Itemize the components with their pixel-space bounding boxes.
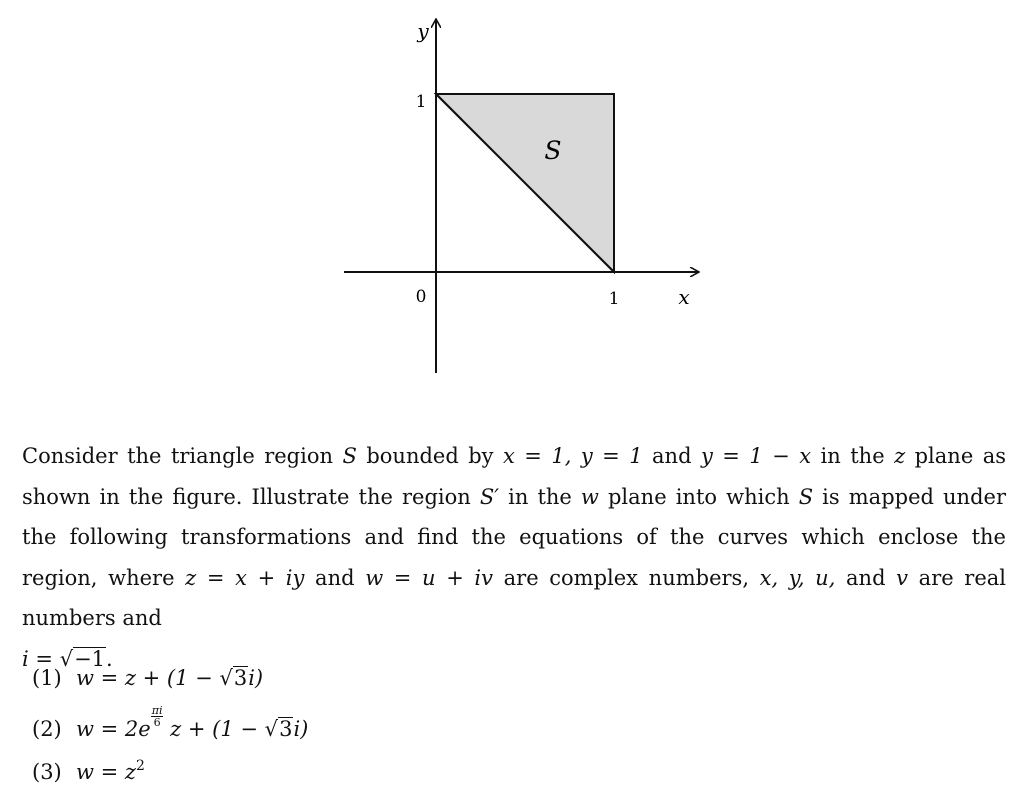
text-segment: plane as shown in the figure. Illustrate the region <box>22 444 1006 509</box>
y-tick-label: 1 <box>415 92 427 112</box>
y-axis-label: y <box>417 19 429 43</box>
text-segment: bounded by <box>356 444 503 468</box>
math-w-definition: w = u + iv <box>365 565 494 590</box>
item-formula-tail: i) <box>248 666 264 690</box>
math-variables: x, y, u, <box>759 565 836 590</box>
math-z-definition: z = x + iy <box>185 565 305 590</box>
math-w: w <box>580 484 599 509</box>
text-segment: in the <box>499 484 581 509</box>
item-number: (1) <box>32 666 62 690</box>
item-formula-tail: i) <box>293 717 309 741</box>
triangle-region-figure <box>0 0 1020 400</box>
transformation-list <box>32 658 732 799</box>
exponent-denominator: 6 <box>153 716 161 729</box>
text-segment: plane into which <box>598 484 799 509</box>
item-formula: w = z + (1 − <box>76 666 213 690</box>
math-boundary-lines: x = 1, y = 1 <box>503 444 643 468</box>
item-formula: w = 2e <box>76 717 151 741</box>
text-segment: Consider the triangle region <box>22 444 343 468</box>
sqrt-radicand: 3 <box>279 717 293 741</box>
list-item-2 <box>32 705 732 752</box>
item-exponent: 2 <box>136 758 145 774</box>
math-region-s: S <box>798 484 814 509</box>
text-segment: are complex numbers, <box>493 565 760 590</box>
sqrt-radicand: 3 <box>233 666 248 690</box>
problem-paragraph <box>22 436 1006 679</box>
region-label: S <box>544 136 562 165</box>
exponent-numerator: πi <box>151 704 163 717</box>
text-segment: are real numbers and <box>22 565 1007 630</box>
sqrt-expression: √3 <box>219 666 248 690</box>
sqrt-radicand: −1 <box>74 646 106 671</box>
math-z: z <box>894 444 906 468</box>
item-number: (2) <box>32 717 62 741</box>
text-segment: is mapped under the following transformations and find the equations of the curves which enclose the region, where <box>22 484 1006 590</box>
math-boundary-diagonal: y = 1 − x <box>700 444 812 468</box>
math-v: v <box>896 565 909 590</box>
x-axis-label: x <box>678 285 690 309</box>
text-segment: and <box>835 565 897 590</box>
sqrt-expression: √−1 <box>59 646 106 671</box>
origin-label: 0 <box>415 287 427 307</box>
item-formula: w = z <box>76 760 136 784</box>
x-tick-label: 1 <box>608 289 620 309</box>
text-segment: in the <box>811 444 895 468</box>
text-segment: and <box>642 444 701 468</box>
item-number: (3) <box>32 760 62 784</box>
list-item-1 <box>32 658 732 705</box>
sqrt-expression: √3 <box>264 717 293 741</box>
exponent-fraction <box>151 705 164 728</box>
text-segment: and <box>304 565 366 590</box>
math-region-s: S <box>342 444 357 468</box>
text-segment: . <box>106 646 113 671</box>
math-i-definition: i = <box>22 646 53 671</box>
math-region-s-prime: S′ <box>479 484 500 509</box>
item-formula-mid: z + (1 − <box>163 717 258 741</box>
problem-statement <box>22 436 1006 679</box>
list-item-3 <box>32 752 732 799</box>
